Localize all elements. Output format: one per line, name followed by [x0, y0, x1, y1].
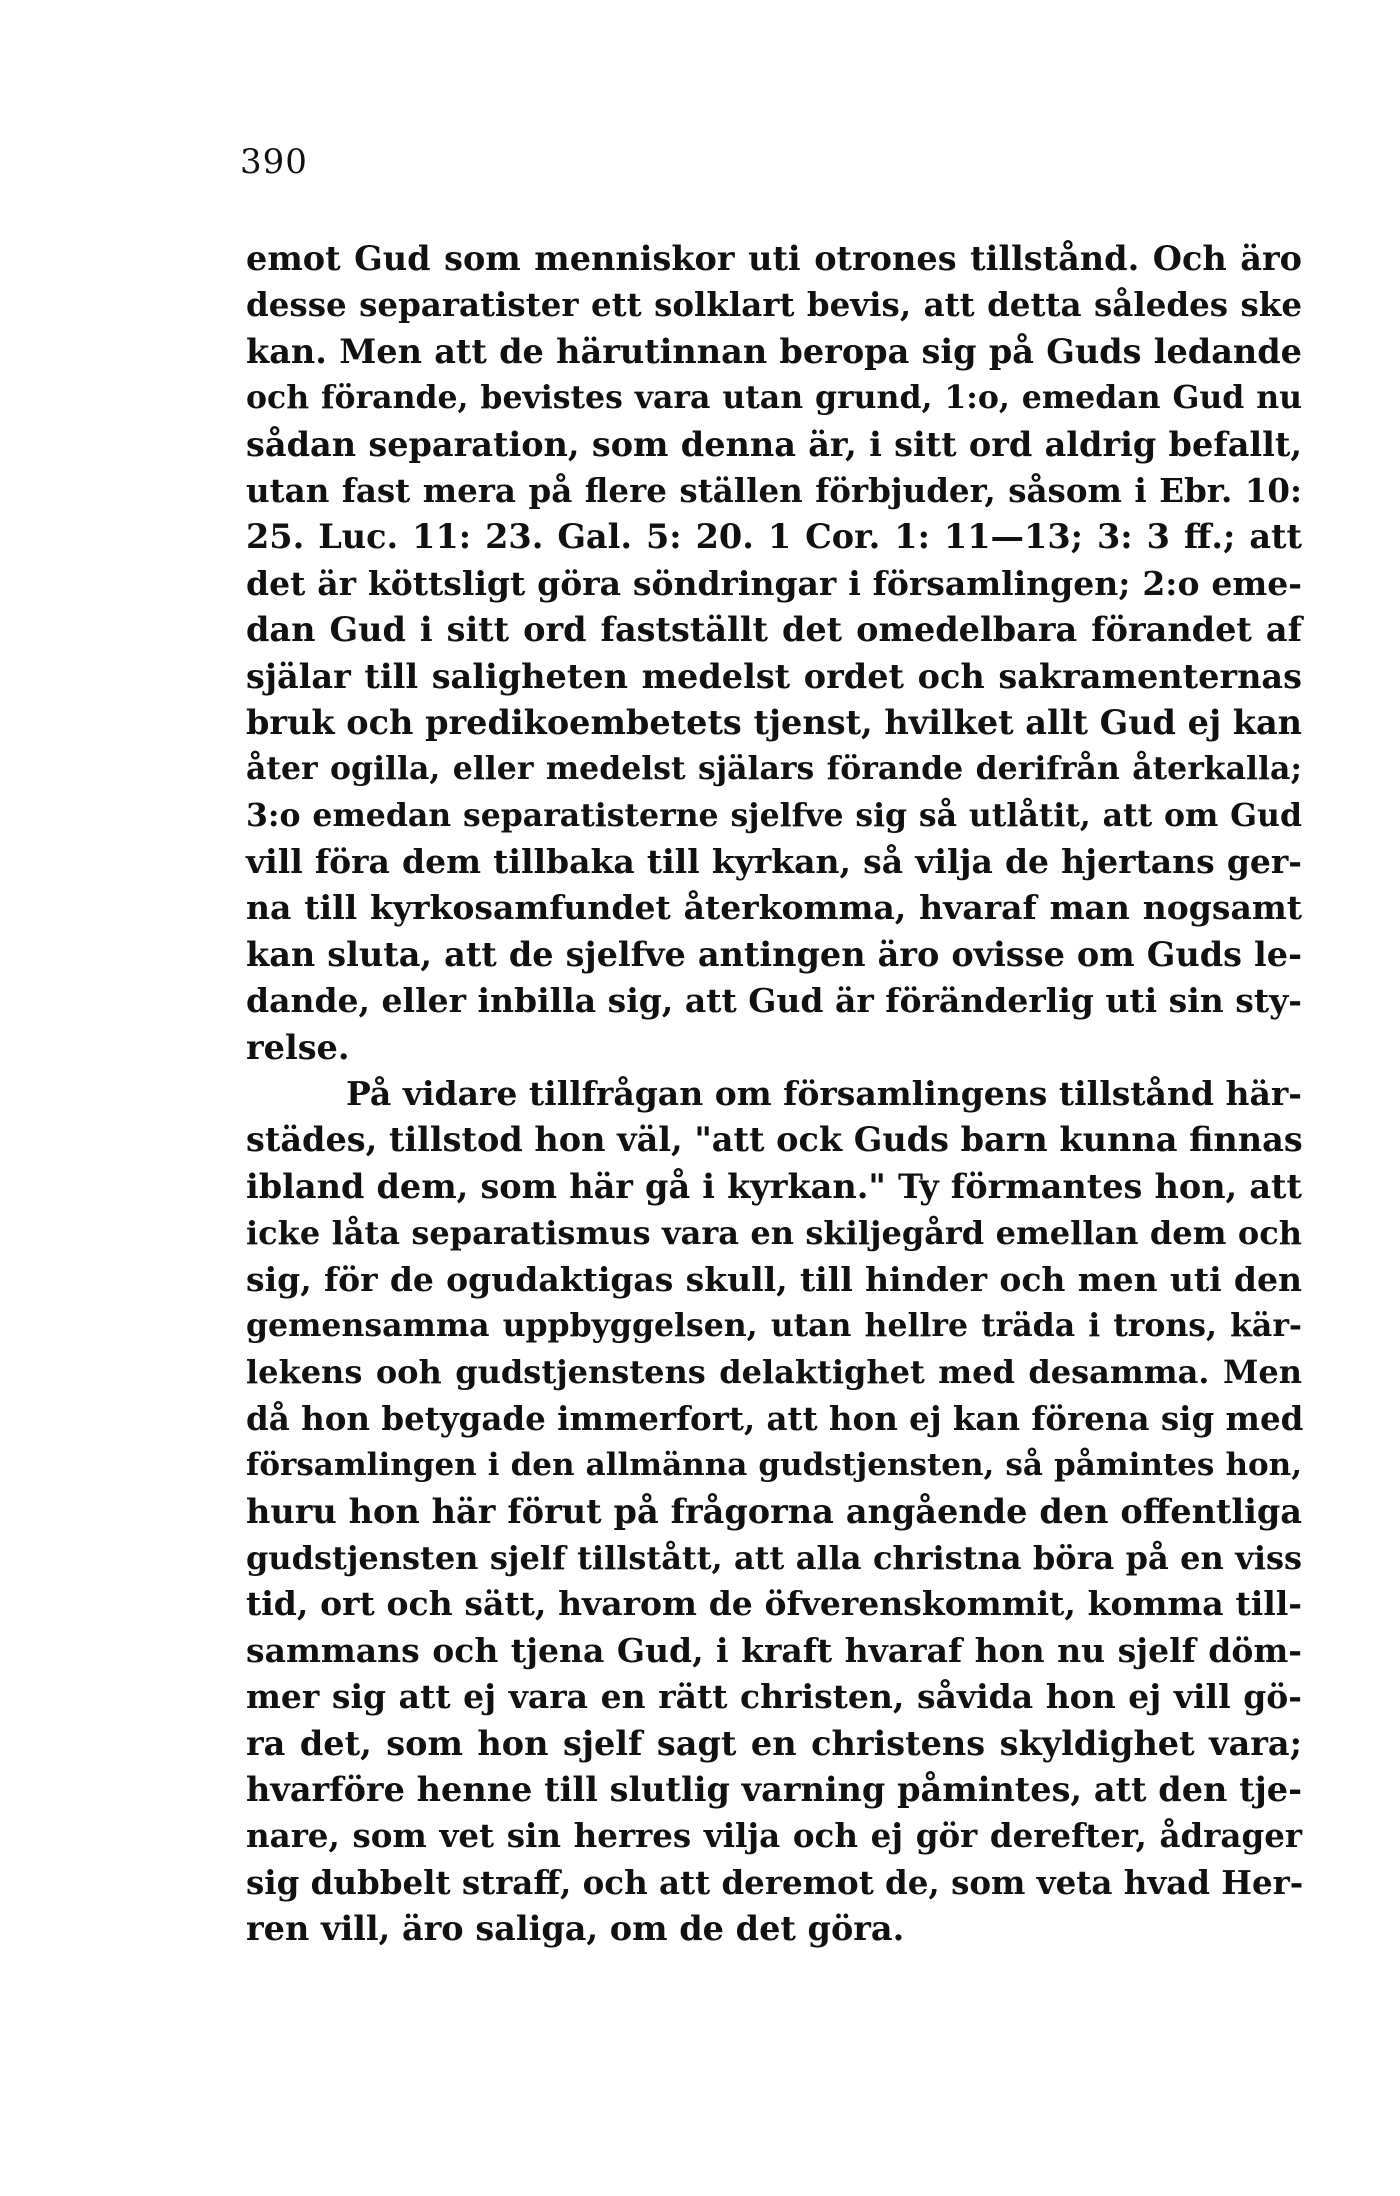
text-line: nare, som vet sin herres vilja och ej gör derefter, ådrager — [246, 1816, 1302, 1856]
text-line: ra det, som hon sjelf sagt en christens skyldighet vara; — [246, 1723, 1302, 1763]
text-line: åter ogilla, eller medelst själars förande derifrån återkalla; — [246, 750, 1302, 788]
paragraph-end-line: relse. — [246, 1027, 350, 1067]
text-line: kan sluta, att de sjelfve antingen äro ovisse om Guds le- — [246, 934, 1302, 974]
text-line: mer sig att ej vara en rätt christen, såvida hon ej vill gö- — [246, 1677, 1302, 1717]
text-line: 25. Luc. 11: 23. Gal. 5: 20. 1 Cor. 1: 11—13; 3: 3 ff.; att — [246, 517, 1302, 557]
page-number: 390 — [240, 142, 308, 182]
text-line: icke låta separatismus vara en skiljegård emellan dem och — [246, 1214, 1302, 1253]
text-line: tid, ort och sätt, hvarom de öfverenskommit, komma till- — [246, 1584, 1302, 1624]
text-line: dande, eller inbilla sig, att Gud är föränderlig uti sin sty- — [246, 981, 1302, 1021]
text-line: na till kyrkosamfundet återkomma, hvaraf man nogsamt — [246, 888, 1302, 928]
text-line: desse separatister ett solklart bevis, att detta således ske — [246, 285, 1302, 325]
text-line: hvarföre henne till slutlig varning påmintes, att den tje- — [246, 1769, 1302, 1809]
text-line: sig, för de ogudaktigas skull, till hinder och men uti den — [246, 1259, 1302, 1299]
paragraph-end-line: ren vill, äro saliga, om de det göra. — [246, 1909, 905, 1949]
text-line: huru hon här förut på frågorna angående den offentliga — [246, 1491, 1302, 1531]
text-line: sammans och tjena Gud, i kraft hvaraf hon nu sjelf döm- — [246, 1630, 1302, 1670]
text-line: då hon betygade immerfort, att hon ej kan förena sig med — [246, 1398, 1304, 1438]
text-line: 3:o emedan separatisterne sjelfve sig så utlåtit, att om Gud — [246, 796, 1302, 834]
text-line: det är köttsligt göra söndringar i församlingen; 2:o eme- — [246, 563, 1302, 603]
text-line: lekens ooh gudstjenstens delaktighet med desamma. Men — [246, 1353, 1302, 1392]
text-line: utan fast mera på flere ställen förbjuder, såsom i Ebr. 10: — [246, 470, 1302, 510]
text-line: vill föra dem tillbaka till kyrkan, så vilja de hjertans ger- — [246, 842, 1302, 882]
text-line: kan. Men att de härutinnan beropa sig på Guds ledande — [246, 331, 1302, 371]
text-line: städes, tillstod hon väl, "att ock Guds barn kunna finnas — [246, 1120, 1303, 1160]
text-line: sådan separation, som denna är, i sitt ord aldrig befallt, — [246, 424, 1302, 464]
text-line: bruk och predikoembetets tjenst, hvilket allt Gud ej kan — [246, 702, 1303, 742]
paragraph-start-line: På vidare tillfrågan om församlingens tillstånd här- — [346, 1074, 1302, 1114]
text-line: gudstjensten sjelf tillstått, att alla christna böra på en viss — [246, 1538, 1302, 1577]
text-line: själar till saligheten medelst ordet och sakramenternas — [246, 656, 1302, 696]
body-text — [246, 236, 1302, 1952]
text-line: emot Gud som menniskor uti otrones tillstånd. Och äro — [246, 239, 1302, 278]
text-line: och förande, bevistes vara utan grund, 1:o, emedan Gud nu — [246, 379, 1302, 417]
text-line: församlingen i den allmänna gudstjensten, så påmintes hon, — [246, 1447, 1302, 1484]
text-line: gemensamma uppbyggelsen, utan hellre träda i trons, kär- — [246, 1306, 1302, 1344]
text-line: ibland dem, som här gå i kyrkan." Ty förmantes hon, att — [246, 1166, 1302, 1206]
text-line: sig dubbelt straff, och att deremot de, som veta hvad Her- — [246, 1862, 1304, 1902]
text-line: dan Gud i sitt ord fastställt det omedelbara förandet af — [246, 610, 1302, 650]
